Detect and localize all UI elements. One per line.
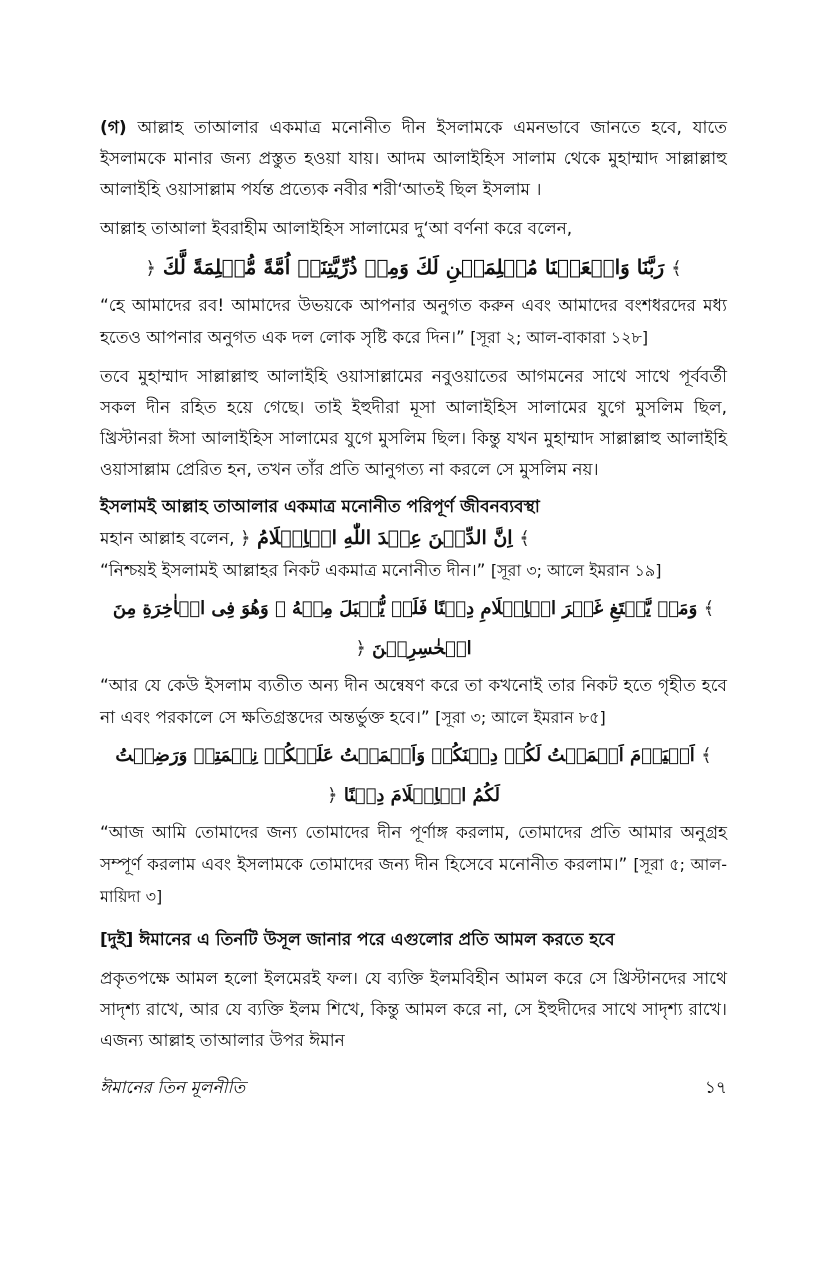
ornament-bracket-open-icon: ﴾ bbox=[671, 258, 682, 279]
running-footer-title: ঈমানের তিন মূলনীতি bbox=[100, 1078, 246, 1098]
paragraph-label: (গ) bbox=[100, 118, 127, 138]
section-heading-islam: ইসলামই আল্লাহ তাআলার একমাত্র মনোনীত পরিপূর্ণ জীবনব্যবস্থা bbox=[100, 497, 540, 517]
verse-translation bbox=[100, 818, 727, 913]
ornament-bracket-close-icon: ﴿ bbox=[145, 258, 156, 279]
ornament-bracket-open-icon: ﴾ bbox=[703, 598, 715, 619]
arabic-verse-text: رَبَّنَا وَاجۡعَلۡنَا مُسۡلِمَیۡنِ لَكَ وَمِنۡ ذُرِّیَّتِنَاۤ اُمَّةً مُّسۡلِمَةً لَّكَ bbox=[162, 255, 665, 279]
ornament-bracket-open-icon: ﴾ bbox=[519, 528, 530, 549]
ornament-bracket-open-icon: ﴾ bbox=[701, 745, 712, 766]
ornament-bracket-close-icon: ﴿ bbox=[239, 528, 251, 549]
paragraph-amal: প্রকৃতপক্ষে আমল হলো ইলমেরই ফল। যে ব্যক্তি ইলমবিহীন আমল করে সে খ্রিস্টানদের সাথে সাদৃশ্য রাখে, আর যে ব্যক্তি ইলম শিখে, কিন্তু আমল করে না, সে ইহুদীদের সাথে সাদৃশ্য রাখে। এজন্য আল্লাহ তাআলার উপর ঈমান bbox=[100, 969, 727, 1051]
verse-intro: মহান আল্লাহ বলেন, bbox=[100, 529, 235, 549]
verse-translation bbox=[100, 555, 727, 587]
paragraph-ga bbox=[100, 113, 727, 206]
paragraph-abrogation: তবে মুহাম্মাদ সাল্লাল্লাহু আলাইহি ওয়াসাল্লামের নবুওয়াতের আগমনের সাথে সাথে পূর্ববর্তী সকল দীন রহিত হয়ে গেছে। তাই ইহুদীরা মূসা আলাইহিস সালামের যুগে মুসলিম ছিল, খ্রিস্টানরা ঈসা আলাইহিস সালামের যুগে মুসলিম ছিল। কিন্তু যখন মুহাম্মাদ সাল্লাল্লাহু আলাইহি ওয়াসাল্লাম প্রেরিত হন, তখন তাঁর প্রতি আনুগত্য না করলে সে মুসলিম নয়। bbox=[100, 367, 727, 480]
arabic-verse-text: اِنَّ الدِّیۡنَ عِنۡدَ اللّٰهِ الۡاِسۡلَامُ bbox=[257, 527, 513, 549]
ornament-bracket-close-icon: ﴿ bbox=[355, 638, 366, 659]
translation-text: “হে আমাদের রব! আমাদের উভয়কে আপনার অনুগত করুন এবং আমাদের বংশধরদের মধ্য হতেও আপনার অনুগত এক দল লোক সৃষ্টি করে দিন।” bbox=[100, 296, 727, 348]
section-heading-amal: [দুই] ঈমানের এ তিনটি উসূল জানার পরে এগুলোর প্রতি আমল করতে হবে bbox=[100, 930, 615, 950]
verse-translation bbox=[100, 671, 727, 734]
verse-translation bbox=[100, 291, 727, 354]
verse-reference: [সূরা ৩; আলে ইমরান ১৯] bbox=[490, 561, 662, 580]
quran-verse-imran-85 bbox=[100, 589, 727, 669]
translation-text: “আর যে কেউ ইসলাম ব্যতীত অন্য দীন অন্বেষণ করে তা কখনোই তার নিকট হতে গৃহীত হবে না এবং পরকালে সে ক্ষতিগ্রস্তদের অন্তর্ভুক্ত হবে।” bbox=[100, 676, 727, 728]
verse-reference: [সূরা ৩; আলে ইমরান ৮৫] bbox=[435, 708, 606, 727]
dua-intro: আল্লাহ তাআলা ইবরাহীম আলাইহিস সালামের দু‘আ বর্ণনা করে বলেন, bbox=[100, 219, 573, 239]
arabic-verse-text: اَلۡیَوۡمَ اَكۡمَلۡتُ لَكُمۡ دِیۡنَكُمۡ وَاَتۡمَمۡتُ عَلَیۡكُمۡ نِعۡمَتِیۡ وَرَضِیۡتُ لَكُمُ الۡاِسۡلَامَ دِیۡنًا bbox=[115, 745, 695, 806]
page-number: ১৭ bbox=[704, 1078, 727, 1098]
ornament-bracket-close-icon: ﴿ bbox=[327, 785, 338, 806]
page-body bbox=[100, 0, 727, 1057]
translation-text: “আজ আমি তোমাদের জন্য তোমাদের দীন পূর্ণাঙ্গ করলাম, তোমাদের প্রতি আমার অনুগ্রহ সম্পূর্ণ করলাম এবং ইসলামকে তোমাদের জন্য দীন হিসেবে মনোনীত করলাম।” bbox=[100, 823, 727, 875]
quran-verse-maidah-3 bbox=[100, 736, 727, 816]
page-footer bbox=[100, 1075, 727, 1143]
verse-reference: [সূরা ৫; আল-মায়িদা ৩] bbox=[100, 855, 728, 906]
verse-intro-line bbox=[100, 523, 727, 555]
quran-verse-baqara-128 bbox=[100, 247, 727, 289]
arabic-verse-text: وَمَنۡ یَّبۡتَغِ غَیۡرَ الۡاِسۡلَامِ دِیۡنًا فَلَنۡ یُّقۡبَلَ مِنۡهُ ۚ وَهُوَ فِی الۡاٰخِرَةِ مِنَ الۡخٰسِرِیۡنَ bbox=[112, 598, 698, 659]
verse-reference: [সূরা ২; আল-বাকারা ১২৮] bbox=[470, 328, 649, 347]
quran-verse-imran-19 bbox=[240, 523, 530, 554]
translation-text: “নিশ্চয়ই ইসলামই আল্লাহর নিকট একমাত্র মনোনীত দীন।” bbox=[100, 561, 486, 581]
paragraph-text: আল্লাহ তাআলার একমাত্র মনোনীত দীন ইসলামকে এমনভাবে জানতে হবে, যাতে ইসলামকে মানার জন্য প্রস্তুত হওয়া যায়। আদম আলাইহিস সালাম থেকে মুহাম্মাদ সাল্লাল্লাহু আলাইহি ওয়াসাল্লাম পর্যন্ত প্রত্যেক নবীর শরী‘আতই ছিল ইসলাম । bbox=[100, 118, 727, 200]
